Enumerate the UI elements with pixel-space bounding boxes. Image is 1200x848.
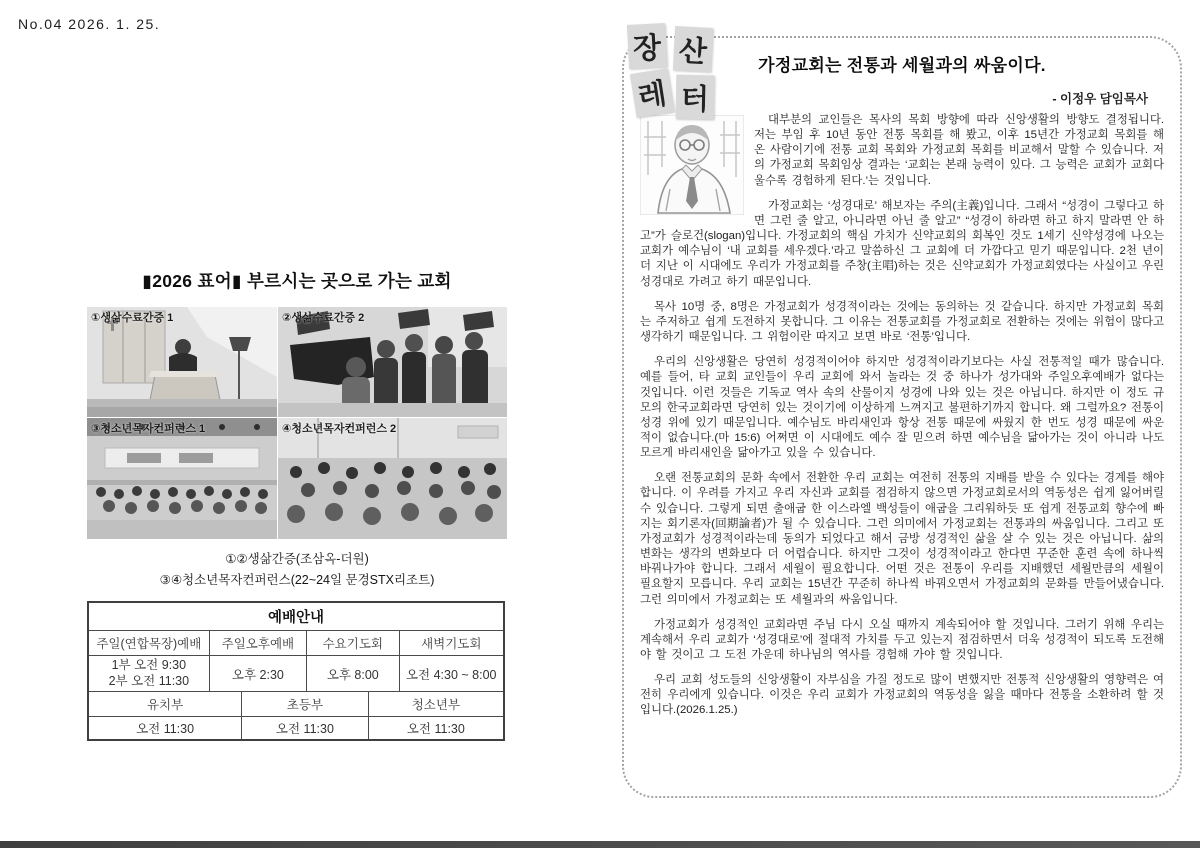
photo-grid [87,307,507,539]
photo-label: ④청소년목자컨퍼런스 2 [282,423,397,435]
letter-paragraph-4: 우리의 신앙생활은 당연히 성경적이어야 하지만 성경적이라기보다는 사실 전통적일 때가 많습니다. 예를 들어, 타 교회 교인들이 우리 교회에 와서 놀라는 것 중 하나가 성가대와 주일오후예배가 없다는 것입니다. 이런 것들은 기독교 역사 속의 산물이지 성경에 나와 있는 것은 아닙니다. 하지만 이 정도 규모의 한국교회라면 당연히 있는 것이기에 이상하게 느껴지고 불편하기까지 합니다. 왜 그럴까요? 전통이 성경 위에 있기 때문입니다. 예수님도 바리새인과 항상 전통 때문에 싸웠지 한 번도 성경 때문에 싸운 적이 없습니다.(마 15:6) 어쩌면 이 시대에도 예수 잘 믿으려 하면 예수님을 닮아가는 것이 아니라 나도 모르게 바리새인을 닮아가고 있을 수 있습니다. [640,356,1164,460]
photo-label: ②생삶수료간증 2 [282,312,365,324]
worship-col-youth: 청소년부 [368,692,504,717]
logo-tile: 레 [630,68,674,117]
worship-time-sunday [88,656,209,692]
photo-placeholder-crowd [278,418,507,539]
letter-author: - 이정우 담임목사 [1052,92,1148,106]
worship-col-wednesday: 수요기도회 [307,631,399,656]
worship-col-sunday-afternoon: 주일오후예배 [209,631,306,656]
logo-tile: 산 [673,26,713,72]
letter-paragraph-2: 가정교회는 ‘성경대로’ 해보자는 주의(主義)입니다. 그래서 “성경이 그렇다고 하면 그런 줄 알고, 아니라면 아닌 줄 알고” “성경이 하라면 하고 하지 말라면 안 하고”가 슬로건(slogan)입니다. 가정교회의 핵심 가치가 신약교회의 회복인 것도 1세기 신약성경에 나오는 교회가 예수님이 ‘내 교회를 세우겠다.’라고 말씀하신 그 교회에 더 가깝다고 믿기 때문입니다. 2천 년이 더 지난 이 시대에도 우리가 가정교회를 주창(主唱)하는 것은 신약교회가 가정교회였다는 사실이고 우린 성경대로 가려고 하기 때문입니다. [640,199,1164,288]
letter-paragraph-7: 우리 교회 성도들의 신앙생활이 자부심을 가질 정도로 많이 변했지만 전통적 신앙생활의 영향력은 여전히 우리에게 있습니다. 이것은 우리 교회가 가정교회의 역동성을 잃을 때마다 전통을 소환하려 할 것입니다.(2026.1.25.) [640,674,1164,717]
left-page [87,268,507,741]
worship-value-row-1 [88,656,504,692]
photo-youth-conference-1 [87,418,277,539]
photo-label: ③청소년목자컨퍼런스 1 [91,423,206,435]
worship-time-elementary: 오전 11:30 [242,717,369,741]
worship-table-title: 예배안내 [88,602,504,631]
photo-saengsam-testimony-2 [278,307,507,417]
scan-edge-bottom [0,841,1200,848]
letter-paragraph-5: 오랜 전통교회의 문화 속에서 전환한 우리 교회는 여전히 전통의 지배를 받을 수 있다는 경계를 해야 합니다. 이 우려를 가지고 우리 자신과 교회를 점검하지 않으면 가정교회로서의 역동성은 쉽게 잃어버릴 수 있습니다. 그렇게 되면 출애굽 한 이스라엘 백성들이 애굽을 그리워하듯 또 쉽게 전통교회 향수에 빠지는 회기론자(回期論者)가 될 수 있습니다. 그런 의미에서 가정교회는 전통과의 싸움입니다. 그리고 또 가정교회가 성경적이라는데 동의가 되었다고 해서 금방 성경적인 삶을 살 수 있는 것은 아닙니다. 삶의 변화는 생각의 변화보다 더 어렵습니다. 하지만 그것이 성경적이라고 한다면 꾸준한 훈련 속에 하나씩 바꿔나가야 합니다. 그래서 세월이 필요합니다. 어떤 것은 전통이 우리를 지배했던 세월만큼의 세월이 필요할지 모릅니다. 우리 교회는 15년간 꾸준히 하나씩 바꿔오면서 가정교회의 문화를 만들어냈습니다. 그런 의미에서 가정교회는 또 세월과의 싸움입니다. [640,472,1164,606]
pastor-portrait-drawing [640,115,744,215]
photo-saengsam-testimony-1 [87,307,277,417]
worship-schedule-table [87,601,505,741]
letter-paragraph-3: 목사 10명 중, 8명은 가정교회가 성경적이라는 것에는 동의하는 것 같습니다. 하지만 가정교회 목회는 주저하고 쉽게 도전하지 못합니다. 그 이유는 전통교회를 가정교회로 전환하는 것에는 위험이 많다고 생각하기 때문입니다. 그 위험이란 따지고 보면 바로 ‘전통’입니다. [640,300,1164,344]
worship-header-row-2 [88,692,504,717]
worship-time-wednesday: 오후 8:00 [307,656,399,692]
worship-col-dawn: 새벽기도회 [399,631,504,656]
motto-heading: ▮2026 표어▮ 부르시는 곳으로 가는 교회 [142,271,452,291]
jangsan-letter-logo [628,24,724,124]
worship-time-afternoon: 오후 2:30 [209,656,306,692]
worship-time-kindergarten: 오전 11:30 [88,717,242,741]
photo-youth-conference-2 [278,418,507,539]
photo-caption-conference: ③④청소년목자컨퍼런스(22~24일 문경STX리조트) [159,573,435,587]
worship-col-sunday: 주일(연합목장)예배 [88,631,209,656]
logo-tile: 장 [627,23,667,69]
worship-value-row-2 [88,717,504,741]
photo-placeholder-stage [87,418,277,539]
worship-col-kindergarten: 유치부 [88,692,242,717]
issue-number: No.04 2026. 1. 25. [18,16,161,32]
letter-page [622,31,1182,798]
worship-time-dawn: 오전 4:30 ~ 8:00 [399,656,504,692]
worship-time-youth: 오전 11:30 [368,717,504,741]
worship-time-sunday-1: 1부 오전 9:30 [111,658,187,672]
letter-paragraph-6: 가정교회가 성경적인 교회라면 주님 다시 오실 때까지 계속되어야 할 것입니다. 그러기 위해 우리는 계속해서 우리 교회가 ‘성경대로’에 절대적 가치를 두고 있는지 점검하면서 더욱 성경적이 되도록 도전해야 할 것이고 그 도전 가운데 하나님의 역사를 경험해 가야 할 것입니다. [640,618,1164,661]
worship-col-elementary: 초등부 [242,692,369,717]
photo-caption-testimony: ①②생삶간증(조삼옥-더원) [225,552,369,566]
worship-table-title-row [88,602,504,631]
logo-tile: 터 [676,75,715,120]
photo-label: ①생삶수료간증 1 [91,312,174,324]
letter-title: 가정교회는 전통과 세월과의 싸움이다. [758,56,1046,75]
worship-time-sunday-2: 2부 오전 11:30 [108,673,190,688]
letter-paragraph-1: 대부분의 교인들은 목사의 목회 방향에 따라 신앙생활의 방향도 결정됩니다. 저는 부임 후 10년 동안 전통 목회를 해 봤고, 이후 15년간 가정교회 목회를 해 온 사람이기에 전통 교회 목회와 가정교회 목회를 비교해서 말할 수 있습니다. 저의 가정교회 목회임상 결과는 ‘교회는 본래 능력이 있다. 그 능력은 교회가 교회다울수록 경험하게 된다.’는 것입니다. [754,114,1164,187]
pastor-portrait-sketch [640,115,744,215]
worship-header-row-1 [88,631,504,656]
letter-body [640,113,1164,719]
